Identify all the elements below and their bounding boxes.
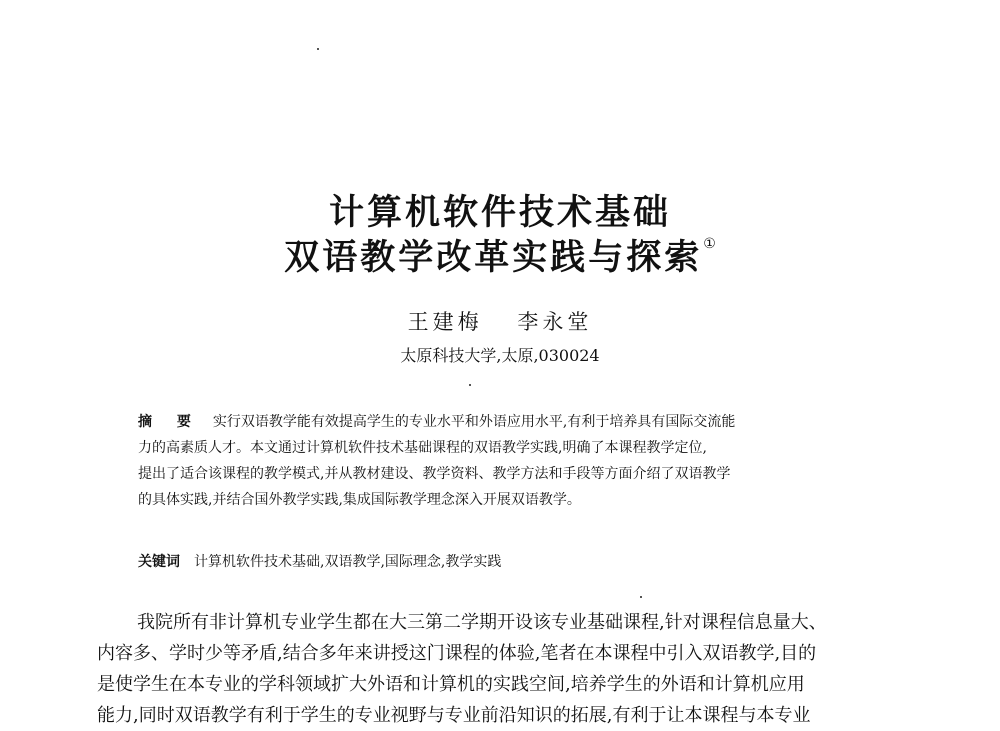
scan-speck bbox=[640, 596, 642, 598]
author-name: 李永堂 bbox=[517, 310, 593, 334]
body-paragraph bbox=[97, 607, 917, 731]
scan-speck bbox=[317, 48, 319, 50]
footnote-mark: ① bbox=[703, 236, 716, 252]
paper-title-line-2: 双语教学改革实践与探索① bbox=[284, 236, 716, 278]
paper-title-line-1: 计算机软件技术基础 bbox=[328, 193, 671, 233]
author-list bbox=[0, 312, 1000, 333]
keywords bbox=[138, 552, 501, 572]
body-line: 是使学生在本专业的学科领域扩大外语和计算机的实践空间,培养学生的外语和计算机应用 bbox=[97, 674, 805, 695]
scan-speck bbox=[469, 384, 471, 386]
abstract-line: 摘 要 实行双语教学能有效提高学生的专业水平和外语应用水平,有利于培养具有国际交流能 bbox=[138, 414, 736, 430]
abstract bbox=[138, 409, 874, 513]
keywords-label: 关键词 bbox=[138, 554, 180, 570]
body-line: 我院所有非计算机专业学生都在大三第二学期开设该专业基础课程,针对课程信息量大、 bbox=[137, 612, 827, 633]
abstract-line: 力的高素质人才。本文通过计算机软件技术基础课程的双语教学实践,明确了本课程教学定位, bbox=[138, 440, 707, 456]
abstract-line: 提出了适合该课程的教学模式,并从教材建设、教学资料、教学方法和手段等方面介绍了双语教学 bbox=[138, 466, 731, 482]
body-line: 内容多、学时少等矛盾,结合多年来讲授这门课程的体验,笔者在本课程中引入双语教学,目的 bbox=[97, 643, 817, 664]
abstract-label: 摘 要 bbox=[138, 414, 201, 430]
affiliation: 太原科技大学,太原,030024 bbox=[400, 346, 600, 365]
keywords-text: 计算机软件技术基础,双语教学,国际理念,教学实践 bbox=[194, 554, 502, 570]
author-name: 王建梅 bbox=[407, 310, 483, 334]
body-line: 能力,同时双语教学有利于学生的专业视野与专业前沿知识的拓展,有利于让本课程与本专业 bbox=[97, 705, 811, 726]
abstract-line: 的具体实践,并结合国外教学实践,集成国际教学理念深入开展双语教学。 bbox=[138, 492, 581, 508]
